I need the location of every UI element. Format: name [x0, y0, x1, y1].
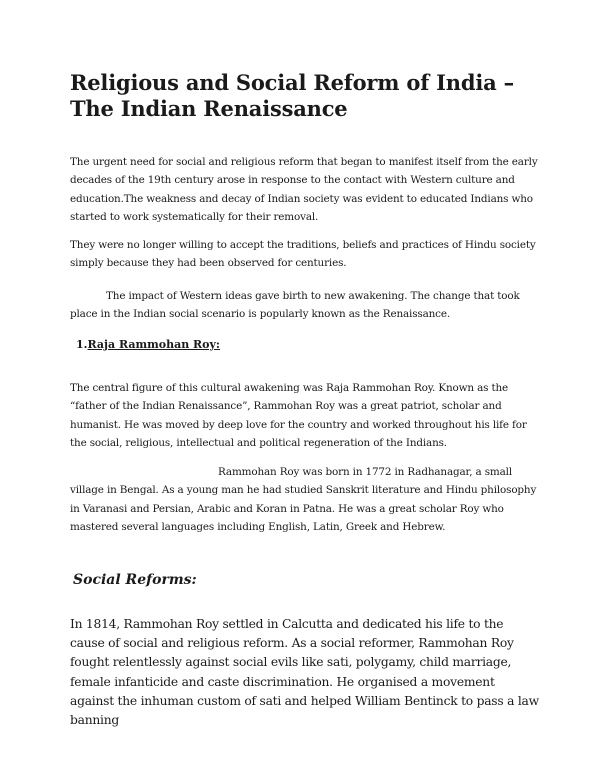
section-title: Raja Rammohan Roy:	[87, 338, 220, 351]
document-title: Religious and Social Reform of India – The Indian Renaissance	[70, 70, 514, 121]
intro-paragraph-2: They were no longer willing to accept the traditions, beliefs and practices of Hindu society simply because they had been observed for centuries.	[70, 239, 536, 270]
section1-paragraph-1: The central figure of this cultural awakening was Raja Rammohan Roy. Known as the “father of the Indian Renaissance”, Rammohan Roy was a great patriot, scholar and humanist. He was moved by deep love for the country and worked throughout his life for the social, religious, intellectual and political regeneration of the Indians.	[70, 382, 527, 449]
social-reforms-paragraph: In 1814, Rammohan Roy settled in Calcutta and dedicated his life to the cause of social and religious reform. As a social reformer, Rammohan Roy fought relentlessly against social evils like sati, polygamy, child marriage, female infanticide and caste discrimination. He organised a movement against the inhuman custom of sati and helped William Bentinck to pass a law banning	[70, 617, 539, 728]
intro-paragraph-3: The impact of Western ideas gave birth to new awakening. The change that took place in the Indian social scenario is popularly known as the Renaissance.	[70, 290, 520, 321]
section-number: 1.	[76, 338, 88, 351]
section-heading-social-reforms: Social Reforms:	[73, 572, 197, 588]
section1-paragraph-2: Rammohan Roy was born in 1772 in Radhanagar, a small village in Bengal. As a young man he had studied Sanskrit literature and Hindu philosophy in Varanasi and Persian, Arabic and Koran in Patna. He was a great scholar Roy who mastered several languages including English, Latin, Greek and Hebrew.	[70, 466, 537, 533]
section-heading-raja-rammohan-roy	[76, 337, 220, 353]
intro-paragraph-1: The urgent need for social and religious reform that began to manifest itself from the early decades of the 19th century arose in response to the contact with Western culture and education.The weakness and decay of Indian society was evident to educated Indians who started to work systematically for their removal.	[70, 156, 538, 223]
